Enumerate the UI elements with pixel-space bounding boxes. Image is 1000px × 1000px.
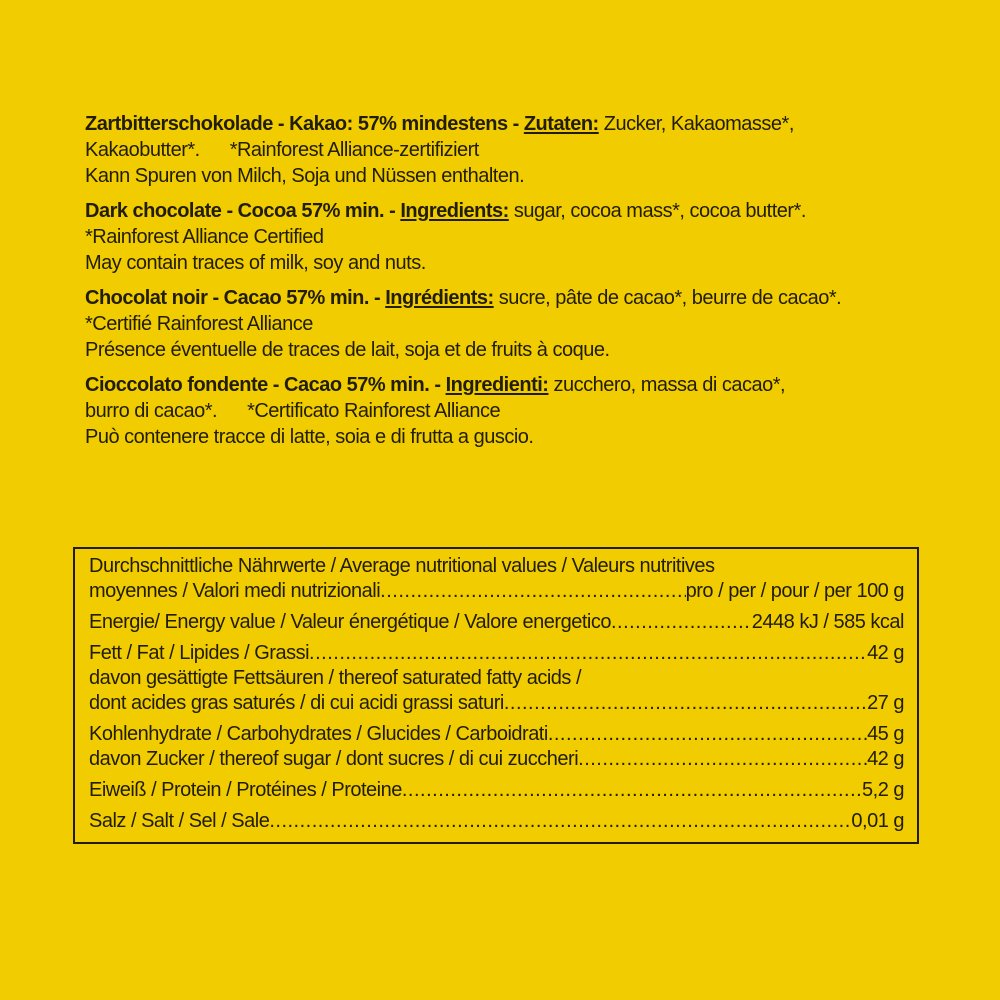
nutrition-row-saturated-fat-line2: [89, 691, 904, 716]
ingredients-de-line2: [85, 137, 915, 163]
ingredients-list-en: sugar, cocoa mass*, cocoa butter*.: [508, 200, 806, 222]
nutrition-row-label: dont acides gras saturés / di cui acidi grassi saturi: [89, 692, 504, 714]
leader-dots: [402, 778, 862, 803]
nutrition-row-fat: [89, 641, 904, 666]
leader-dots: [269, 809, 851, 834]
nutrition-row-label: Eiweiß / Protein / Protéines / Proteine: [89, 779, 402, 801]
ingredients-block-de: [85, 111, 915, 189]
nutrition-table: [73, 547, 919, 844]
allergen-note-it: Può contenere tracce di latte, soia e di frutta a guscio.: [85, 426, 534, 448]
nutrition-row-value: 27 g: [867, 692, 904, 714]
leader-dots: [309, 641, 867, 666]
certification-note-en: *Rainforest Alliance Certified: [85, 226, 324, 248]
nutrition-row-value: 5,2 g: [862, 779, 904, 801]
nutrition-row-pre-line: davon gesättigte Fettsäuren / thereof saturated fatty acids /: [89, 667, 582, 689]
nutrition-row-energy: [89, 610, 904, 635]
nutrition-header-value: pro / per / pour / per 100 g: [685, 580, 904, 602]
nutrition-row-value: 42 g: [867, 748, 904, 770]
leader-dots: [611, 610, 752, 635]
nutrition-header-line1: Durchschnittliche Nährwerte / Average nutritional values / Valeurs nutritives: [89, 555, 715, 577]
ingredients-it-line2-left: burro di cacao*.: [85, 400, 218, 422]
nutrition-header-line2: [89, 579, 904, 604]
nutrition-row-protein: [89, 778, 904, 803]
nutrition-row-label: Salz / Salt / Sel / Sale: [89, 810, 270, 832]
allergen-note-de: Kann Spuren von Milch, Soja und Nüssen enthalten.: [85, 165, 525, 187]
certification-note-it: *Certificato Rainforest Alliance: [247, 400, 501, 422]
ingredients-block-fr: [85, 285, 915, 363]
ingredients-it-line2: [85, 398, 915, 424]
leader-dots: [380, 579, 685, 604]
nutrition-row-value: 0,01 g: [851, 810, 904, 832]
ingredients-keyword-de: Zutaten:: [523, 113, 599, 135]
ingredients-keyword-fr: Ingrédients:: [385, 287, 494, 309]
ingredients-en-line1: [85, 198, 915, 224]
nutrition-row-sugar: [89, 747, 904, 772]
ingredients-keyword-it: Ingredienti:: [445, 374, 549, 396]
nutrition-row-saturated-fat: [89, 666, 904, 716]
ingredients-it-line1: [85, 372, 915, 398]
ingredients-de-line2-left: Kakaobutter*.: [85, 139, 200, 161]
product-name-en: Dark chocolate - Cocoa 57% min. -: [85, 200, 401, 222]
nutrition-row-label: davon Zucker / thereof sugar / dont sucres / di cui zuccheri: [89, 748, 579, 770]
leader-dots: [504, 691, 867, 716]
ingredients-list-it: zucchero, massa di cacao*,: [548, 374, 786, 396]
ingredients-section: [85, 111, 915, 459]
nutrition-row-label: Fett / Fat / Lipides / Grassi: [89, 642, 310, 664]
ingredients-list-fr: sucre, pâte de cacao*, beurre de cacao*.: [493, 287, 842, 309]
product-name-it: Cioccolato fondente - Cacao 57% min. -: [85, 374, 446, 396]
leader-dots: [578, 747, 867, 772]
nutrition-row-label: Energie/ Energy value / Valeur énergétique / Valore energetico: [89, 611, 611, 633]
allergen-note-en: May contain traces of milk, soy and nuts.: [85, 252, 426, 274]
certification-note-de: *Rainforest Alliance-zertifiziert: [229, 139, 479, 161]
ingredients-fr-line1: [85, 285, 915, 311]
nutrition-row-value: 42 g: [867, 642, 904, 664]
ingredients-list-de: Zucker, Kakaomasse*,: [598, 113, 794, 135]
nutrition-row-value: 45 g: [867, 723, 904, 745]
nutrition-header-label: moyennes / Valori medi nutrizionali: [89, 580, 381, 602]
product-name-de: Zartbitterschokolade - Kakao: 57% mindestens -: [85, 113, 524, 135]
allergen-note-fr: Présence éventuelle de traces de lait, soja et de fruits à coque.: [85, 339, 610, 361]
nutrition-row-carbohydrate: [89, 722, 904, 747]
product-name-fr: Chocolat noir - Cacao 57% min. -: [85, 287, 386, 309]
ingredients-block-en: [85, 198, 915, 276]
nutrition-row-salt: [89, 809, 904, 834]
certification-note-fr: *Certifié Rainforest Alliance: [85, 313, 313, 335]
nutrition-row-label: Kohlenhydrate / Carbohydrates / Glucides / Carboidrati: [89, 723, 548, 745]
ingredients-de-line1: [85, 111, 915, 137]
nutrition-row-value: 2448 kJ / 585 kcal: [751, 611, 904, 633]
ingredients-block-it: [85, 372, 915, 450]
ingredients-keyword-en: Ingredients:: [400, 200, 509, 222]
leader-dots: [548, 722, 867, 747]
